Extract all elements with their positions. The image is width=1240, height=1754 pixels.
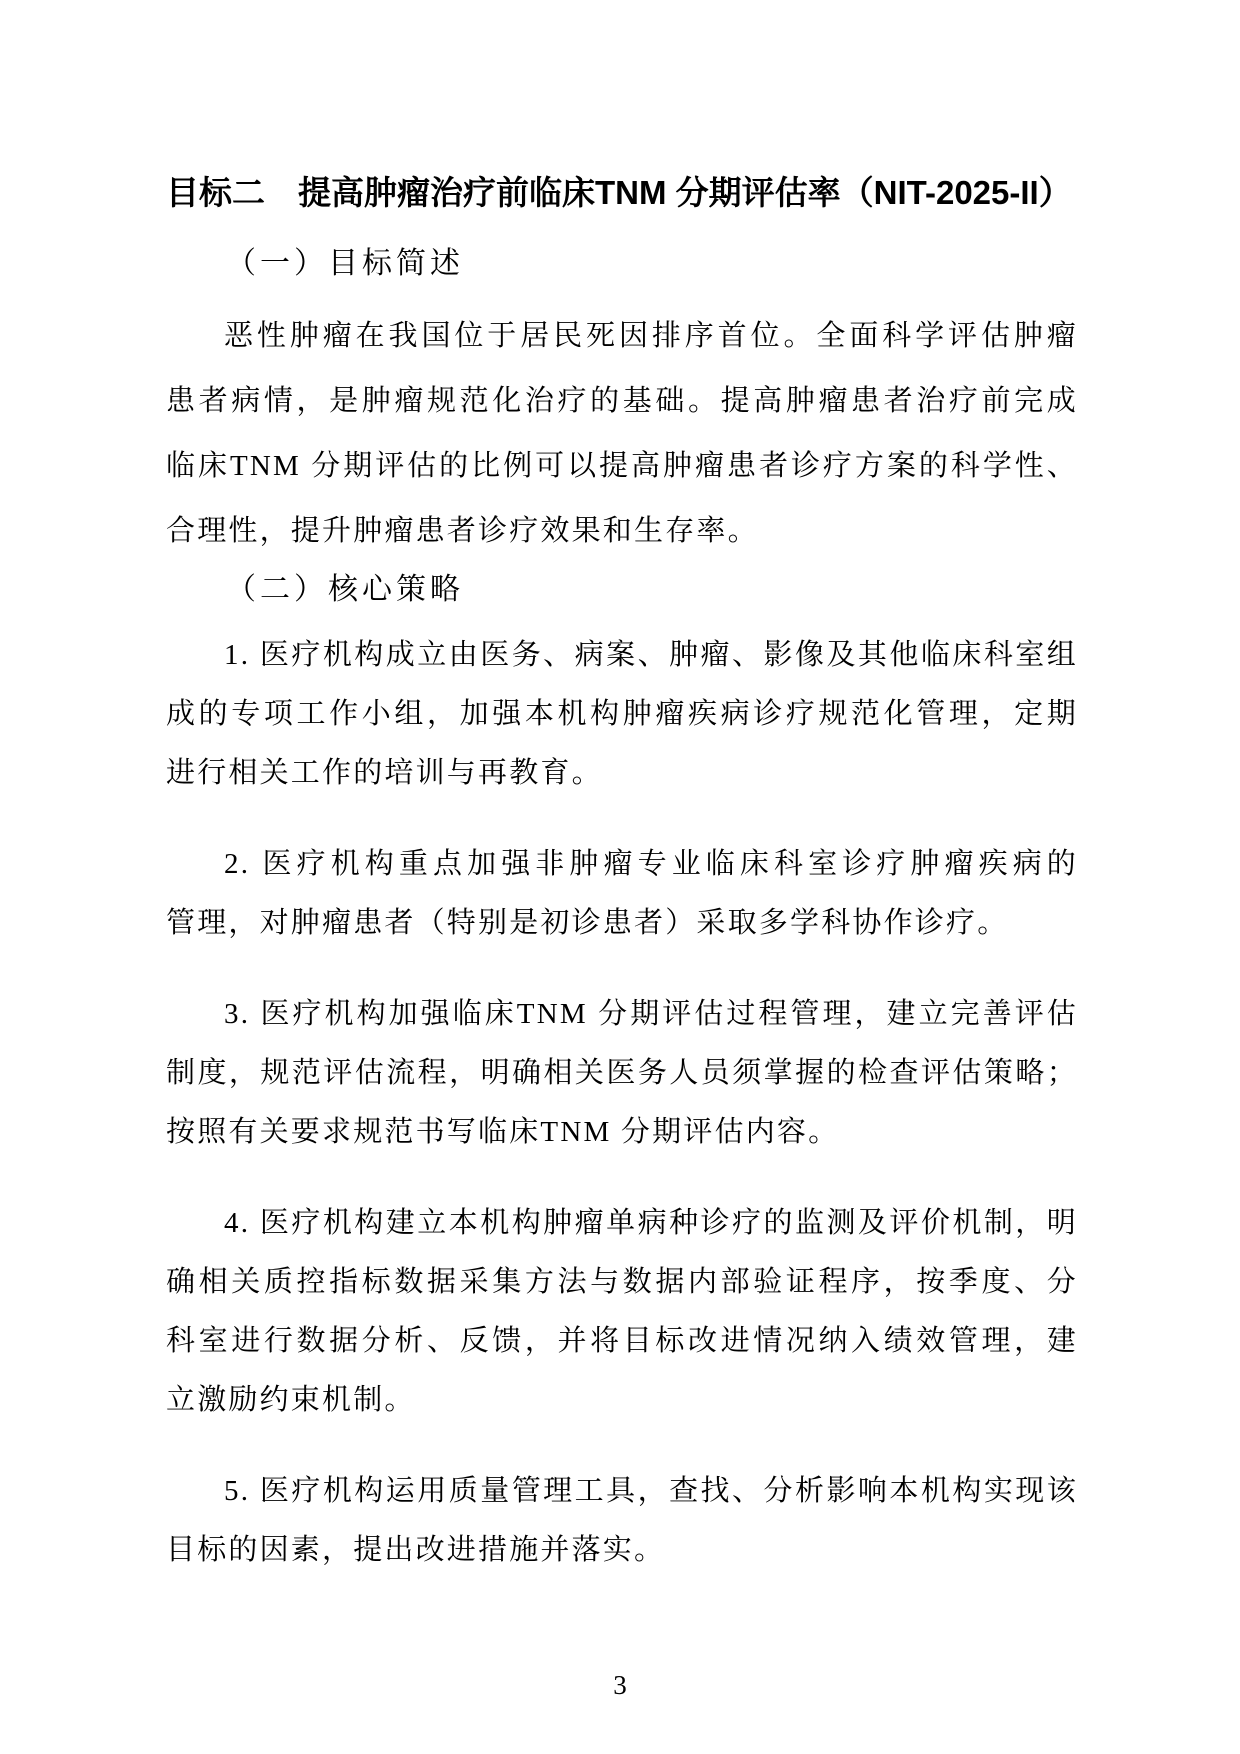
text-line: 立激励约束机制。 [166, 1384, 416, 1416]
text-line: 进行相关工作的培训与再教育。 [166, 757, 603, 789]
text-line: 按照有关要求规范书写临床TNM 分期评估内容。 [166, 1116, 840, 1148]
text-line: 4. 医疗机构建立本机构肿瘤单病种诊疗的监测及评价机制，明 [224, 1207, 1078, 1239]
strategy-item-paragraph [166, 1194, 1078, 1430]
text-line: 目标的因素，提出改进措施并落实。 [166, 1534, 666, 1566]
text-line: 确相关质控指标数据采集方法与数据内部验证程序，按季度、分 [166, 1266, 1078, 1298]
strategy-item-paragraph [166, 835, 1078, 953]
text-line: 管理，对肿瘤患者（特别是初诊患者）采取多学科协作诊疗。 [166, 907, 1009, 939]
text-line: 科室进行数据分析、反馈，并将目标改进情况纳入绩效管理，建 [166, 1325, 1078, 1357]
text-line: 制度，规范评估流程，明确相关医务人员须掌握的检查评估策略； [166, 1057, 1078, 1089]
text-line: 临床TNM 分期评估的比例可以提高肿瘤患者诊疗方案的科学性、 [166, 450, 1078, 482]
text-line: 3. 医疗机构加强临床TNM 分期评估过程管理，建立完善评估 [224, 998, 1078, 1030]
document-body [166, 240, 1078, 1580]
strategy-item-paragraph [166, 626, 1078, 803]
text-line: 患者病情，是肿瘤规范化治疗的基础。提高肿瘤患者治疗前完成 [166, 385, 1078, 417]
text-line: 成的专项工作小组，加强本机构肿瘤疾病诊疗规范化管理，定期 [166, 698, 1078, 730]
section-subheading: （二）核心策略 [226, 573, 464, 606]
text-line: 恶性肿瘤在我国位于居民死因排序首位。全面科学评估肿瘤 [224, 320, 1078, 352]
text-line: 2. 医疗机构重点加强非肿瘤专业临床科室诊疗肿瘤疾病的 [224, 848, 1078, 880]
text-line: 5. 医疗机构运用质量管理工具，查找、分析影响本机构实现该 [224, 1475, 1078, 1507]
strategy-item-paragraph [166, 1462, 1078, 1580]
strategy-item-paragraph [166, 985, 1078, 1162]
text-line: 合理性，提升肿瘤患者诊疗效果和生存率。 [166, 515, 759, 547]
text-line: 1. 医疗机构成立由医务、病案、肿瘤、影像及其他临床科室组 [224, 639, 1078, 671]
page-number: 3 [613, 1670, 627, 1700]
page-title: 目标二 提高肿瘤治疗前临床TNM 分期评估率（NIT-2025-II） [166, 174, 1072, 211]
section-subheading: （一）目标简述 [226, 247, 464, 280]
intro-paragraph [166, 304, 1078, 564]
